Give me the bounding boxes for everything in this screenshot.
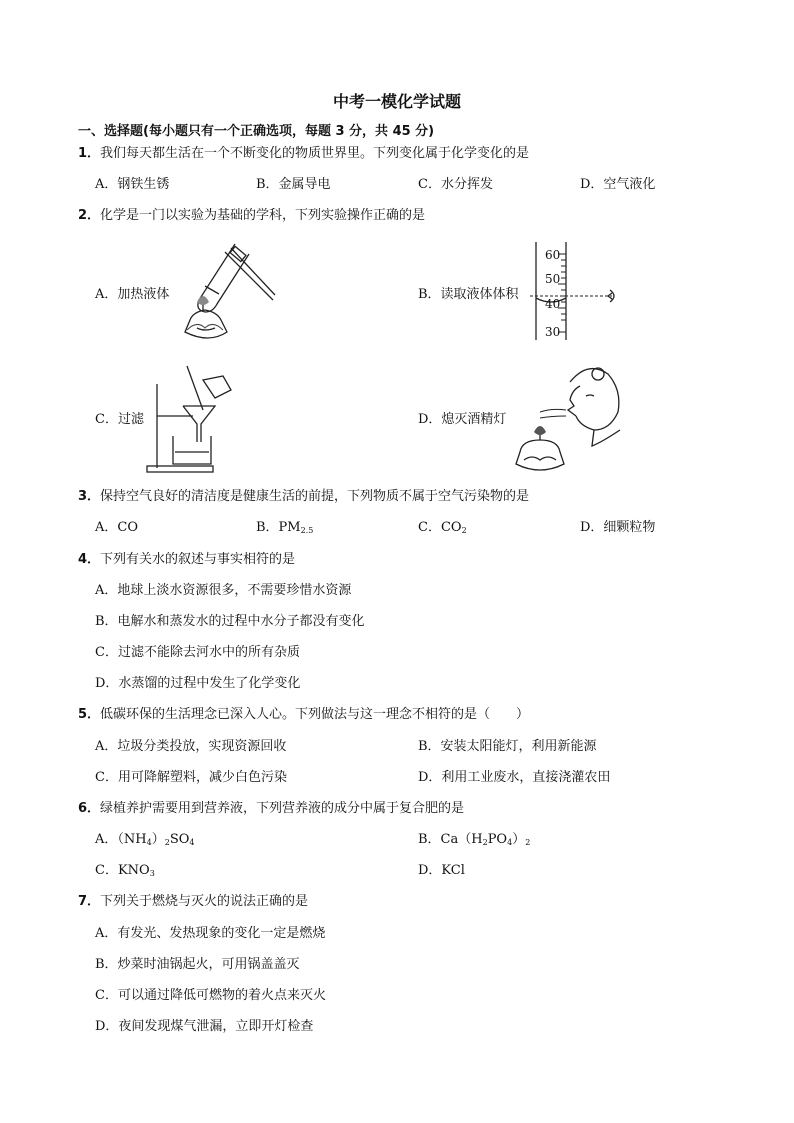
tick-label: 30 bbox=[545, 325, 561, 339]
page-title: 中考一模化学试题 bbox=[332, 92, 461, 111]
question-number: 5． bbox=[78, 707, 101, 722]
option-text: B．PM bbox=[256, 520, 301, 535]
question-6 bbox=[78, 801, 464, 817]
q2-option-a: A．加热液体 bbox=[95, 287, 170, 302]
q2-option-d: D．熄灭酒精灯 bbox=[418, 412, 507, 427]
question-5 bbox=[78, 707, 529, 723]
q5-option-a: A．垃圾分类投放，实现资源回收 bbox=[95, 739, 287, 754]
question-number: 7． bbox=[78, 894, 101, 909]
question-3 bbox=[78, 489, 529, 505]
q4-option-a: A．地球上淡水资源很多，不需要珍惜水资源 bbox=[95, 583, 352, 598]
q1-option-a: A．钢铁生锈 bbox=[95, 177, 170, 192]
subscript: 2 bbox=[461, 526, 467, 535]
question-1 bbox=[78, 146, 529, 162]
q7-option-b: B．炒菜时油锅起火，可用锅盖盖灭 bbox=[95, 957, 300, 972]
subscript: 4 bbox=[507, 838, 513, 847]
question-text: 保持空气良好的清洁度是健康生活的前提，下列物质不属于空气污染物的是 bbox=[100, 489, 530, 504]
q5-option-c: C．用可降解塑料，减少白色污染 bbox=[95, 770, 287, 785]
heating-liquid-figure bbox=[175, 240, 285, 352]
option-text: ） bbox=[512, 832, 526, 847]
q1-option-b: B．金属导电 bbox=[256, 177, 331, 192]
q3-option-b bbox=[256, 520, 313, 536]
q7-option-d: D．夜间发现煤气泄漏，立即开灯检查 bbox=[95, 1019, 314, 1034]
question-number: 6． bbox=[78, 801, 101, 816]
q4-option-d: D．水蒸馏的过程中发生了化学变化 bbox=[95, 676, 301, 691]
option-text: ） bbox=[151, 832, 165, 847]
tick-label: 50 bbox=[545, 272, 561, 286]
option-text: C．KNO bbox=[95, 863, 150, 878]
q1-option-d: D．空气液化 bbox=[580, 177, 656, 192]
q6-option-b bbox=[418, 832, 530, 848]
subscript: 4 bbox=[189, 838, 195, 847]
q6-option-c bbox=[95, 863, 155, 879]
option-text: C．CO bbox=[418, 520, 462, 535]
subscript: 2 bbox=[164, 838, 170, 847]
option-text: B．Ca（H bbox=[418, 832, 483, 847]
q5-option-d: D．利用工业废水，直接浇灌农田 bbox=[418, 770, 611, 785]
subscript: 2 bbox=[482, 838, 488, 847]
option-text: A．（NH bbox=[95, 832, 147, 847]
q7-option-c: C．可以通过降低可燃物的着火点来灭火 bbox=[95, 988, 326, 1003]
option-text: PO bbox=[487, 832, 508, 847]
q1-option-c: C．水分挥发 bbox=[418, 177, 493, 192]
question-number: 3． bbox=[78, 489, 101, 504]
question-number: 1． bbox=[78, 146, 101, 161]
question-7 bbox=[78, 894, 308, 910]
q3-option-a: A．CO bbox=[95, 520, 138, 535]
q6-option-a bbox=[95, 832, 194, 848]
subscript: 4 bbox=[146, 838, 152, 847]
subscript: 2.5 bbox=[300, 526, 314, 535]
question-text: 绿植养护需要用到营养液，下列营养液的成分中属于复合肥的是 bbox=[100, 801, 465, 816]
q3-option-d: D．细颗粒物 bbox=[580, 520, 656, 535]
q4-option-c: C．过滤不能除去河水中的所有杂质 bbox=[95, 645, 300, 660]
q4-option-b: B．电解水和蒸发水的过程中水分子都没有变化 bbox=[95, 614, 365, 629]
subscript: 2 bbox=[525, 838, 531, 847]
question-text: 低碳环保的生活理念已深入人心。下列做法与这一理念不相符的是（ ） bbox=[100, 707, 530, 722]
question-text: 化学是一门以实验为基础的学科，下列实验操作正确的是 bbox=[100, 208, 426, 223]
filtration-figure bbox=[145, 362, 235, 474]
subscript: 3 bbox=[149, 869, 155, 878]
question-text: 下列关于燃烧与灭火的说法正确的是 bbox=[100, 894, 309, 909]
q2-option-c: C．过滤 bbox=[95, 412, 144, 427]
q6-option-d: D．KCl bbox=[418, 863, 465, 878]
tick-label: 40 bbox=[545, 297, 561, 311]
option-text: SO bbox=[169, 832, 190, 847]
question-number: 2． bbox=[78, 208, 101, 223]
question-2 bbox=[78, 208, 425, 224]
blowing-lamp-figure bbox=[510, 360, 630, 478]
q3-option-c bbox=[418, 520, 467, 536]
tick-label: 60 bbox=[545, 248, 561, 262]
question-text: 下列有关水的叙述与事实相符的是 bbox=[100, 552, 296, 567]
q5-option-b: B．安装太阳能灯，利用新能源 bbox=[418, 739, 597, 754]
q7-option-a: A．有发光、发热现象的变化一定是燃烧 bbox=[95, 926, 326, 941]
question-4 bbox=[78, 552, 295, 568]
section-heading: 一、选择题(每小题只有一个正确选项，每题 3 分，共 45 分) bbox=[78, 124, 435, 139]
question-number: 4． bbox=[78, 552, 101, 567]
q2-option-b: B．读取液体体积 bbox=[418, 287, 519, 302]
question-text: 我们每天都生活在一个不断变化的物质世界里。下列变化属于化学变化的是 bbox=[100, 146, 530, 161]
